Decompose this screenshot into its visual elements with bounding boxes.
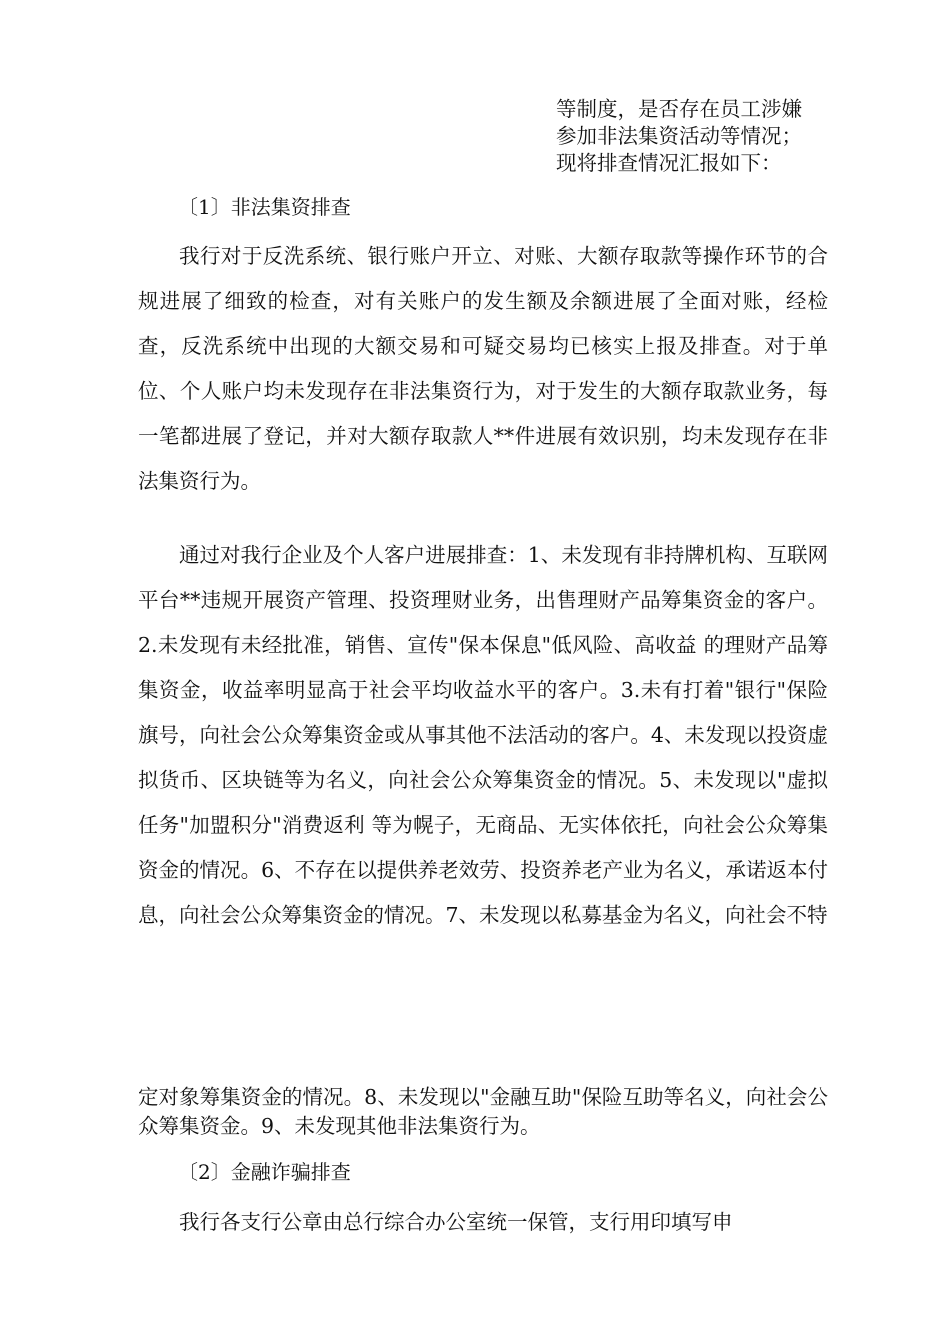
section2-heading-block <box>138 1158 828 1186</box>
section1-heading-block <box>138 193 828 221</box>
section1-paragraph1-block <box>138 234 828 504</box>
section2-paragraph1-block <box>138 1200 828 1245</box>
section1-paragraph3-block <box>138 1083 828 1141</box>
section1-paragraph2-block <box>138 533 828 938</box>
intro-text: 等制度，是否存在员工涉嫌 参加非法集资活动等情况； 现将排查情况汇报如下： <box>556 97 802 175</box>
section1-paragraph1: 我行对于反洗系统、银行账户开立、对账、大额存取款等操作环节的合规进展了细致的检查，对有关账户的发生额及余额进展了全面对账，经检查，反洗系统中出现的大额交易和可疑交易均已核实上报及排查。对于单位、个人账户均未发现存在非法集资行为，对于发生的大额存取款业务，每一笔都进展了登记，并对大额存取款人**件进展有效识别，均未发现存在非法集资行为。 <box>138 244 828 493</box>
section2-paragraph1: 我行各支行公章由总行综合办公室统一保管，支行用印填写申 <box>179 1210 733 1234</box>
section2-heading: 〔2〕金融诈骗排查 <box>178 1160 351 1184</box>
intro-paragraph <box>556 96 836 177</box>
section1-paragraph2: 通过对我行企业及个人客户进展排查：1、未发现有非持牌机构、互联网平台**违规开展资产管理、投资理财业务，出售理财产品筹集资金的客户。2.未发现有未经批准，销售、宣传"保本保息"低风险、高收益 的理财产品筹集资金，收益率明显高于社会平均收益水平的客户。3.未有打着"银行"保险 旗号，向社会公众筹集资金或从事其他不法活动的客户。4、未发现以投资虚拟货币、区块链等为名义，向社会公众筹集资金的情况。5、未发现以"虚拟任务"加盟积分"消费返利 等为幌子，无商品、无实体依托，向社会公众筹集资金的情况。6、不存在以提供养老效劳、投资养老产业为名义，承诺返本付息，向社会公众筹集资金的情况。7、未发现以私募基金为名义，向社会不特 <box>138 543 828 927</box>
section1-paragraph3: 定对象筹集资金的情况。8、未发现以"金融互助"保险互助等名义，向社会公众筹集资金。9、未发现其他非法集资行为。 <box>138 1085 828 1138</box>
section1-heading: 〔1〕非法集资排查 <box>178 195 351 219</box>
